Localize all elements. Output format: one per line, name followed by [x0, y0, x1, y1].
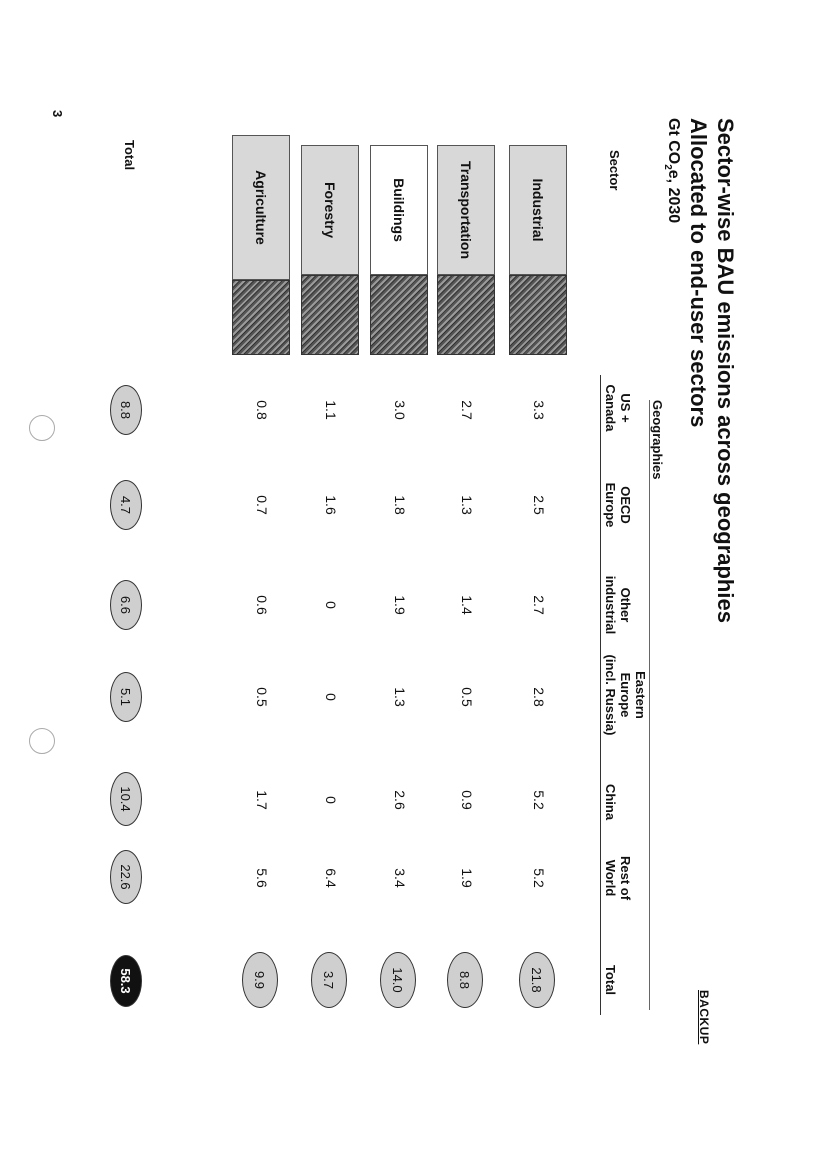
- buildings-us-canada: 3.0: [392, 400, 408, 420]
- forestry-photo: [301, 275, 359, 355]
- buildings-photo: [370, 275, 428, 355]
- column-header-oecd-europe: OECD Europe: [603, 482, 633, 528]
- header-rule: [600, 375, 601, 1015]
- total-header: Total: [603, 964, 618, 996]
- geographies-rule: [649, 400, 650, 1010]
- agriculture-total-pill: 9.9: [242, 952, 278, 1008]
- total-other-industrial-pill: 6.6: [110, 580, 142, 630]
- forestry-rest-of-world: 6.4: [323, 868, 339, 888]
- agriculture-us-canada: 0.8: [254, 400, 270, 420]
- punch-hole-bottom: [29, 728, 55, 754]
- sector-label-forestry: Forestry: [301, 145, 359, 275]
- industrial-us-canada: 3.3: [531, 400, 547, 420]
- forestry-oecd-europe: 1.6: [323, 495, 339, 515]
- buildings-rest-of-world: 3.4: [392, 868, 408, 888]
- total-eastern-europe-pill: 5.1: [110, 672, 142, 722]
- buildings-china: 2.6: [392, 790, 408, 810]
- forestry-other-industrial: 0: [323, 601, 339, 609]
- buildings-total-pill: 14.0: [380, 952, 416, 1008]
- buildings-other-industrial: 1.9: [392, 595, 408, 615]
- buildings-eastern-europe: 1.3: [392, 687, 408, 707]
- forestry-us-canada: 1.1: [323, 400, 339, 420]
- column-header-china: China: [603, 783, 618, 821]
- total-rest-of-world-pill: 22.6: [110, 850, 142, 904]
- page-number: 3: [50, 110, 65, 118]
- transportation-china: 0.9: [459, 790, 475, 810]
- transportation-total-pill: 8.8: [447, 952, 483, 1008]
- industrial-china: 5.2: [531, 790, 547, 810]
- geographies-label: Geographies: [650, 400, 665, 480]
- transportation-other-industrial: 1.4: [459, 595, 475, 615]
- agriculture-oecd-europe: 0.7: [254, 495, 270, 515]
- column-header-rest-of-world: Rest of World: [603, 855, 633, 901]
- agriculture-other-industrial: 0.6: [254, 595, 270, 615]
- total-china-pill: 10.4: [110, 772, 142, 826]
- industrial-total-pill: 21.8: [519, 952, 555, 1008]
- transportation-us-canada: 2.7: [459, 400, 475, 420]
- column-header-us-canada: US + Canada: [603, 384, 633, 432]
- grand-total-pill: 58.3: [110, 955, 142, 1007]
- forestry-eastern-europe: 0: [323, 693, 339, 701]
- sector-label-industrial: Industrial: [509, 145, 567, 275]
- units-label: Gt $CO_2e$, 2030: [661, 118, 682, 224]
- agriculture-photo: [232, 280, 290, 355]
- column-header-eastern-europe: Eastern Europe (incl. Russia): [603, 654, 648, 736]
- transportation-rest-of-world: 1.9: [459, 868, 475, 888]
- industrial-eastern-europe: 2.8: [531, 687, 547, 707]
- title-line-2: Allocated to end-user sectors: [686, 118, 711, 428]
- industrial-oecd-europe: 2.5: [531, 495, 547, 515]
- transportation-eastern-europe: 0.5: [459, 687, 475, 707]
- industrial-photo: [509, 275, 567, 355]
- transportation-oecd-europe: 1.3: [459, 495, 475, 515]
- agriculture-rest-of-world: 5.6: [254, 868, 270, 888]
- title-line-1: Sector-wise BAU emissions across geographies: [713, 118, 738, 623]
- transportation-photo: [437, 275, 495, 355]
- buildings-oecd-europe: 1.8: [392, 495, 408, 515]
- total-oecd-europe-pill: 4.7: [110, 480, 142, 530]
- sector-label-agriculture: Agriculture: [232, 135, 290, 280]
- agriculture-eastern-europe: 0.5: [254, 687, 270, 707]
- forestry-china: 0: [323, 796, 339, 804]
- industrial-rest-of-world: 5.2: [531, 868, 547, 888]
- punch-hole-top: [29, 415, 55, 441]
- sector-header: Sector: [607, 150, 622, 191]
- sector-label-buildings: Buildings: [370, 145, 428, 275]
- backup-tag: BACKUP: [697, 990, 711, 1045]
- forestry-total-pill: 3.7: [311, 952, 347, 1008]
- total-us-canada-pill: 8.8: [110, 385, 142, 435]
- agriculture-china: 1.7: [254, 790, 270, 810]
- column-header-other-industrial: Other industrial: [603, 575, 633, 635]
- total-row-label: Total: [122, 140, 137, 171]
- industrial-other-industrial: 2.7: [531, 595, 547, 615]
- sector-label-transportation: Transportation: [437, 145, 495, 275]
